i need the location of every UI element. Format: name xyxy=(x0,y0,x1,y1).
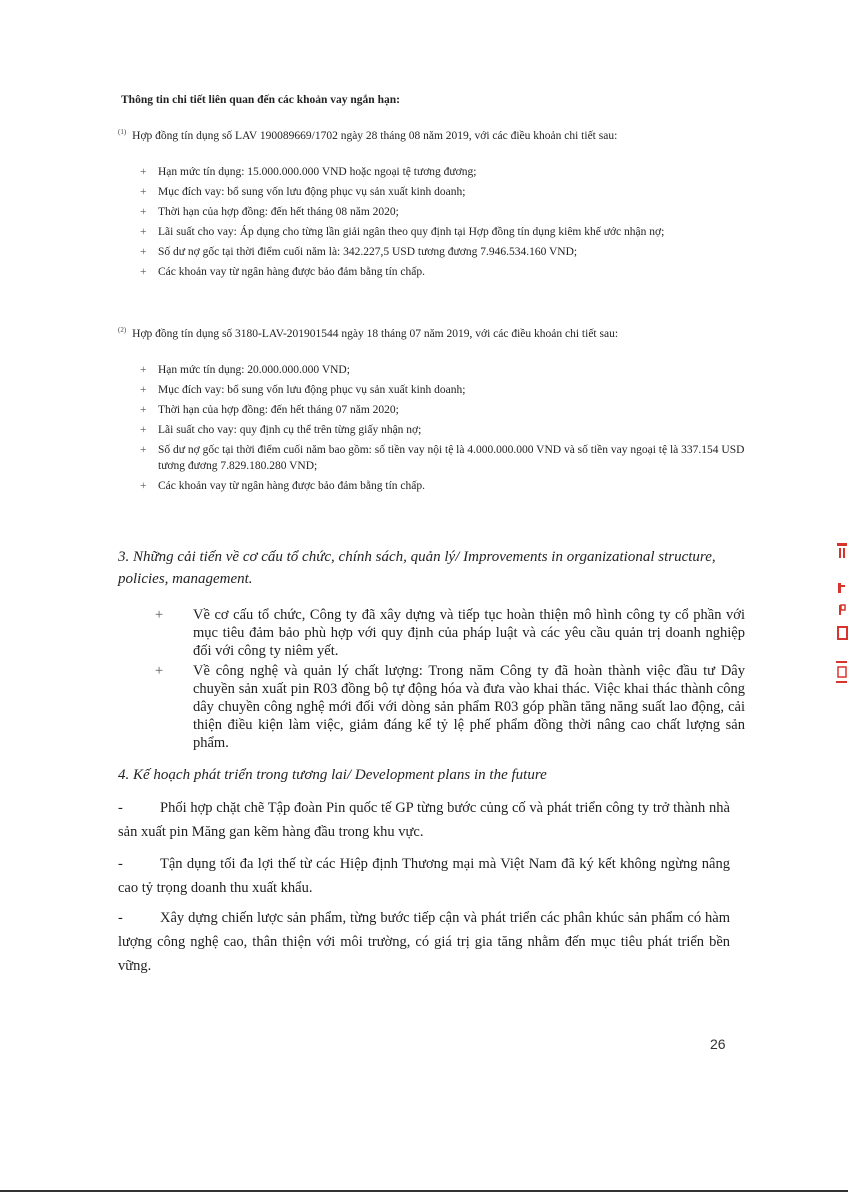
contract-2-title xyxy=(118,326,618,340)
list-item xyxy=(140,244,750,260)
term-text: Hạn mức tín dụng: 20.000.000.000 VND; xyxy=(158,364,350,376)
section-4-title: 4. Kế hoạch phát triển trong tương lai/ Development plans in the future xyxy=(118,767,547,783)
list-item xyxy=(140,422,750,438)
term-text: Thời hạn của hợp đồng: đến hết tháng 08 năm 2020; xyxy=(158,206,399,218)
term-text: Các khoản vay từ ngân hàng được bảo đảm bằng tín chấp. xyxy=(158,480,425,492)
term-text: Mục đích vay: bổ sung vốn lưu động phục vụ sản xuất kinh doanh; xyxy=(158,186,466,198)
list-item xyxy=(140,478,750,494)
page-number: 26 xyxy=(710,1036,726,1052)
contract-1-text: Hợp đồng tín dụng số LAV 190089669/1702 ngày 28 tháng 08 năm 2019, với các điều khoản chi tiết sau: xyxy=(132,129,618,142)
scan-edge-line xyxy=(0,1190,848,1192)
term-text: Lãi suất cho vay: Áp dụng cho từng lần giải ngân theo quy định tại Hợp đồng tín dụng kiêm khế ước nhận nợ; xyxy=(158,226,665,238)
plus-icon: + xyxy=(140,166,147,178)
plus-icon: + xyxy=(140,384,147,396)
plan-paragraph xyxy=(118,796,730,844)
term-text: Các khoản vay từ ngân hàng được bảo đảm bằng tín chấp. xyxy=(158,266,425,278)
plus-icon: + xyxy=(155,607,164,623)
term-text: Hạn mức tín dụng: 15.000.000.000 VND hoặc ngoại tệ tương đương; xyxy=(158,166,477,178)
term-text: Số dư nợ gốc tại thời điểm cuối năm bao gồm: số tiền vay nội tệ là 4.000.000.000 VND và số tiền vay ngoại tệ là 337.154 USD tương đương 7.829.180.280 VND; xyxy=(158,444,745,472)
term-text: Lãi suất cho vay: quy định cụ thể trên từng giấy nhận nợ; xyxy=(158,424,422,436)
list-item xyxy=(140,184,750,200)
loan-details-heading: Thông tin chi tiết liên quan đến các khoản vay ngắn hạn: xyxy=(121,94,400,106)
dash-icon: - xyxy=(118,856,123,872)
list-item xyxy=(155,662,745,752)
plus-icon: + xyxy=(140,206,147,218)
plan-text: Tận dụng tối đa lợi thế từ các Hiệp định Thương mại mà Việt Nam đã ký kết không ngừng nâng cao tỷ trọng doanh thu xuất khẩu. xyxy=(118,856,730,896)
list-item xyxy=(140,204,750,220)
list-item xyxy=(140,224,750,240)
contract-2-terms xyxy=(140,362,750,498)
dash-icon: - xyxy=(118,910,123,926)
contract-2-mark: (2) xyxy=(118,326,127,334)
red-stamp-fragment xyxy=(834,535,848,695)
plus-icon: + xyxy=(140,404,147,416)
list-item xyxy=(140,382,750,398)
plus-icon: + xyxy=(140,480,147,492)
plus-icon: + xyxy=(155,663,164,679)
plus-icon: + xyxy=(140,246,147,258)
plan-text: Phối hợp chặt chẽ Tập đoàn Pin quốc tế GP từng bước củng cố và phát triển công ty trở thành nhà sản xuất pin Măng gan kẽm hàng đầu trong khu vực. xyxy=(118,800,730,840)
list-item xyxy=(140,442,750,474)
plan-paragraph xyxy=(118,906,730,978)
list-item xyxy=(140,164,750,180)
improvement-text: Về cơ cấu tổ chức, Công ty đã xây dựng và tiếp tục hoàn thiện mô hình công ty cổ phần với mục tiêu đảm bảo phù hợp với quy định của pháp luật và các yêu cầu quản trị doanh nghiệp đối với công ty niêm yết. xyxy=(193,607,745,659)
plus-icon: + xyxy=(140,444,147,456)
plus-icon: + xyxy=(140,266,147,278)
plus-icon: + xyxy=(140,226,147,238)
contract-2-text: Hợp đồng tín dụng số 3180-LAV-201901544 ngày 18 tháng 07 năm 2019, với các điều khoản chi tiết sau: xyxy=(132,327,619,340)
list-item xyxy=(140,362,750,378)
plus-icon: + xyxy=(140,364,147,376)
list-item xyxy=(140,264,750,280)
plus-icon: + xyxy=(140,186,147,198)
list-item xyxy=(155,606,745,660)
term-text: Số dư nợ gốc tại thời điểm cuối năm là: 342.227,5 USD tương đương 7.946.534.160 VND; xyxy=(158,246,578,258)
plus-icon: + xyxy=(140,424,147,436)
contract-1-terms xyxy=(140,164,750,284)
improvement-text: Về công nghệ và quản lý chất lượng: Trong năm Công ty đã hoàn thành việc đầu tư Dây chuyền sản xuất pin R03 đồng bộ tự động hóa và đưa vào khai thác. Việc khai thác thành công dây chuyền công nghệ mới đối với dòng sản phẩm R03 góp phần tăng năng suất lao động, cải thiện điều kiện làm việc, giảm đáng kể tỷ lệ phế phẩm đồng thời nâng cao chất lượng sản phẩm. xyxy=(193,663,745,751)
term-text: Thời hạn của hợp đồng: đến hết tháng 07 năm 2020; xyxy=(158,404,399,416)
term-text: Mục đích vay: bổ sung vốn lưu động phục vụ sản xuất kinh doanh; xyxy=(158,384,466,396)
list-item xyxy=(140,402,750,418)
stamp-marks-icon xyxy=(834,535,848,695)
contract-1-title xyxy=(118,128,617,142)
plan-text: Xây dựng chiến lược sản phẩm, từng bước tiếp cận và phát triển các phân khúc sản phẩm có hàm lượng công nghệ cao, thân thiện với môi trường, có giá trị gia tăng nhằm đến mục tiêu phát triển bền vững. xyxy=(118,910,730,974)
section-3-list xyxy=(155,606,745,754)
plan-paragraph xyxy=(118,852,730,900)
contract-1-mark: (1) xyxy=(118,128,127,136)
section-3-title: 3. Những cải tiến về cơ cấu tổ chức, chính sách, quản lý/ Improvements in organizational structure, policies, management. xyxy=(118,549,716,587)
dash-icon: - xyxy=(118,800,123,816)
